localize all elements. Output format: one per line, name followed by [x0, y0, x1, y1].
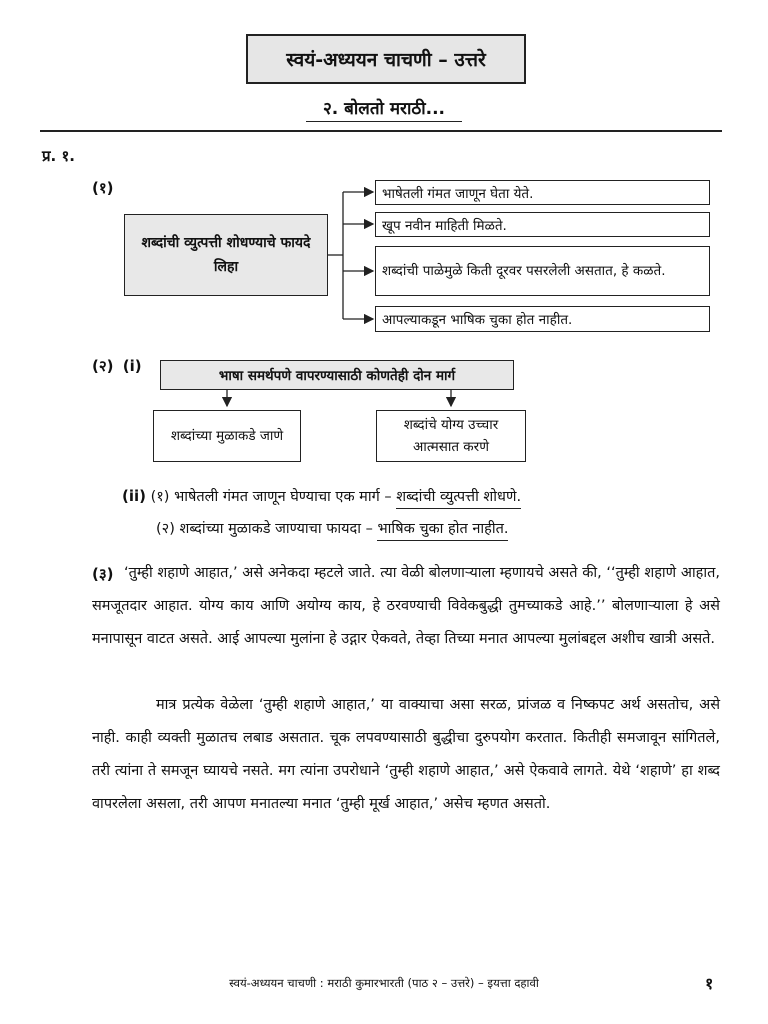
part2-sub-ii: (ii) — [122, 487, 146, 505]
benefit-item-1-text: भाषेतली गंमत जाणून घेता येते. — [382, 185, 534, 202]
page-number: १ — [705, 974, 714, 993]
benefit-item-1 — [375, 180, 710, 205]
benefit-item-2 — [375, 212, 710, 237]
part2-number: (२) — [92, 357, 114, 375]
part2-ii-line2 — [156, 518, 508, 538]
benefits-center-text: शब्दांची व्युत्पत्ती शोधण्याचे फायदे लिहा — [141, 235, 311, 275]
part1-label: (१) — [92, 179, 114, 197]
benefit-item-3-text: शब्दांची पाळेमुळे किती दूरवर पसरलेली असतात, हे कळते. — [382, 263, 666, 279]
footer-text: स्वयं-अध्ययन चाचणी : मराठी कुमारभारती (पाठ २ – उत्तरे) – इयत्ता दहावी — [229, 976, 539, 990]
part3-paragraph-2: मात्र प्रत्येक वेळेला ‘तुम्ही शहाणे आहात,’ या वाक्याचा असा सरळ, प्रांजळ व निष्कपट अर्थ असतोच, असे नाही. काही व्यक्ती मुळातच लबाड असतात. चूक लपवण्यासाठी बुद्धीचा दुरुपयोग करतात. कितीही समजावून सांगितले, तरी त्यांना ते समजून घ्यायचे नसते. मग त्यांना उपरोधाने ‘तुम्ही शहाणे आहात,’ असे ऐकवावे लागते. येथे ‘शहाणे’ हा शब्द वापरलेला असला, तरी आपण मनातल्या मनात ‘तुम्ही मूर्ख आहात,’ असेच म्हणत असतो. — [92, 697, 720, 812]
benefit-item-4-text: आपल्याकडून भाषिक चुका होत नाहीत. — [382, 312, 573, 328]
way-left-text: शब्दांच्या मुळाकडे जाणे — [170, 428, 284, 444]
ii-1-answer: शब्दांची व्युत्पत्ती शोधणे. — [396, 489, 521, 509]
chapter-subtitle: २. बोलतो मराठी... — [322, 99, 446, 119]
way-right-text: शब्दांचे योग्य उच्चार आत्मसात करणे — [403, 417, 499, 455]
ii-2-prefix: (२) शब्दांच्या मुळाकडे जाण्याचा फायदा – — [156, 521, 373, 537]
benefit-item-3 — [375, 246, 710, 296]
way-left-box — [153, 410, 301, 462]
part2-sub-i: (i) — [122, 357, 142, 375]
part2-ii-line1 — [122, 486, 521, 506]
ii-1-prefix: (१) भाषेतली गंमत जाणून घेण्याचा एक मार्ग – — [150, 489, 392, 505]
part3-paragraph-1: ‘तुम्ही शहाणे आहात,’ असे अनेकदा म्हटले जाते. त्या वेळी बोलणाऱ्याला म्हणायचे असते की, ‘‘तुम्ही शहाणे आहात, समजूतदार आहात. योग्य काय आणि अयोग्य काय, हे ठरवण्याची विवेकबुद्धी तुमच्याकडे आहे.’’ बोलणाऱ्याला हे असे मनापासून वाटत असते. आई आपल्या मुलांना हे उद्गार ऐकवते, तेव्हा तिच्या मनात आपल्या मुलांबद्दल अशीच खात्री असते. — [92, 565, 720, 647]
part2-label — [92, 356, 142, 376]
way-right-box — [376, 410, 526, 462]
benefit-item-4 — [375, 306, 710, 332]
ways-top-text: भाषा समर्थपणे वापरण्यासाठी कोणतेही दोन मार्ग — [218, 368, 456, 384]
page-title: स्वयं-अध्ययन चाचणी – उत्तरे — [286, 49, 486, 71]
benefit-item-2-text: खूप नवीन माहिती मिळते. — [382, 217, 507, 234]
ways-top-box — [160, 360, 514, 390]
part3-label: (३) — [92, 565, 114, 583]
question-label: प्र. १. — [42, 147, 75, 165]
ii-2-answer: भाषिक चुका होत नाहीत. — [377, 521, 508, 541]
